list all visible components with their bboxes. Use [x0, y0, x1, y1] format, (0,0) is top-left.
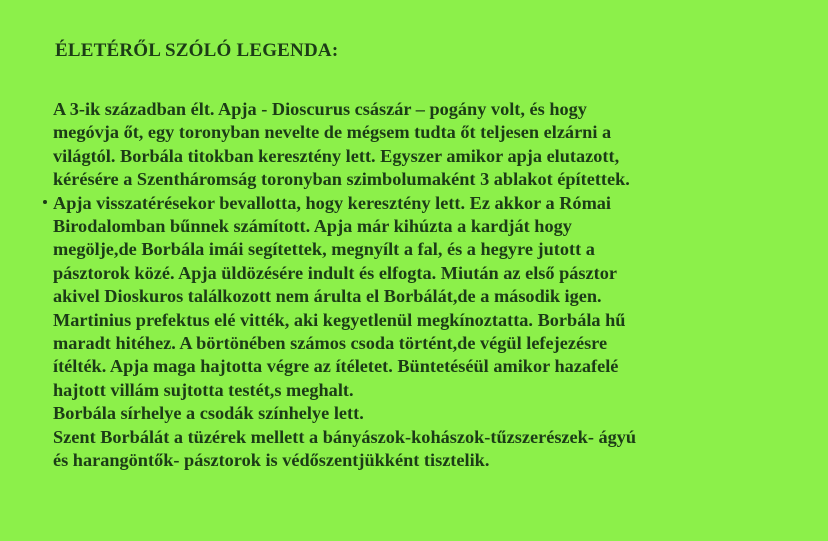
body-line: maradt hitéhez. A börtönében számos csoda történt,de végül lefejezésre — [53, 333, 608, 354]
body-line: Apja visszatérésekor bevallotta, hogy keresztény lett. Ez akkor a Római — [53, 192, 612, 213]
document-body — [53, 98, 813, 473]
body-line: ítélték. Apja maga hajtotta végre az ítéletet. Büntetéséül amikor hazafelé — [53, 356, 619, 377]
body-line: Borbála sírhelye a csodák színhelye lett. — [53, 403, 364, 424]
body-line: megölje,de Borbála imái segítettek, megnyílt a fal, és a hegyre jutott a — [53, 239, 595, 260]
body-line: Martinius prefektus elé vitték, aki kegyetlenül megkínoztatta. Borbála hű — [53, 309, 626, 330]
body-line: és harangöntők- pásztorok is védőszentjükként tisztelik. — [53, 450, 490, 471]
stray-mark — [43, 200, 47, 204]
body-line: A 3-ik században élt. Apja - Dioscurus császár – pogány volt, és hogy — [53, 99, 587, 119]
body-line: Szent Borbálát a tüzérek mellett a bányászok-kohászok-tűzszerészek- ágyú — [53, 426, 637, 447]
document-title: ÉLETÉRŐL SZÓLÓ LEGENDA: — [55, 40, 339, 61]
body-line: hajtott villám sujtotta testét,s meghalt. — [53, 379, 354, 400]
body-line: kérésére a Szentháromság toronyban szimbolumaként 3 ablakot építettek. — [53, 169, 630, 190]
body-line: akivel Dioskuros találkozott nem árulta el Borbálát,de a második igen. — [53, 286, 602, 307]
body-line: pásztorok közé. Apja üldözésére indult és elfogta. Miután az első pásztor — [53, 262, 617, 283]
body-line: világtól. Borbála titokban keresztény lett. Egyszer amikor apja elutazott, — [53, 145, 620, 166]
body-line: Birodalomban bűnnek számított. Apja már kihúzta a kardját hogy — [53, 216, 572, 237]
body-line: megóvja őt, egy toronyban nevelte de mégsem tudta őt teljesen elzárni a — [53, 122, 612, 143]
